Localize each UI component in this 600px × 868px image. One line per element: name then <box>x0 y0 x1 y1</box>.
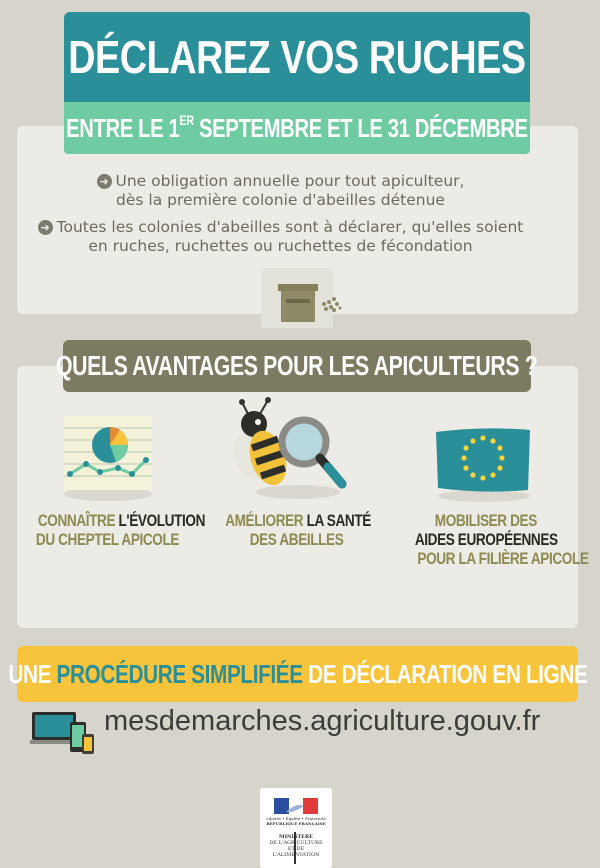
french-flag-icon <box>274 798 318 814</box>
procedure-text: UNE PROCÉDURE SIMPLIFIÉE DE DÉCLARATION EN LIGNE <box>7 658 588 689</box>
arrow-right-icon: ➜ <box>38 220 53 235</box>
bee-magnifier-icon <box>228 394 354 502</box>
bullet-obligation: ➜ Une obligation annuelle pour tout apiculteur, dès la première colonie d'abeilles détenue <box>0 172 561 210</box>
period-subtitle: ENTRE LE 1ER SEPTEMBRE ET LE 31 DÉCEMBRE <box>66 112 528 143</box>
beehive-icon <box>276 282 346 324</box>
advantages-heading-banner <box>56 340 538 392</box>
title-banner <box>64 12 530 102</box>
chart-illustration-icon <box>60 412 156 504</box>
page-title: DÉCLAREZ VOS RUCHES <box>68 31 526 83</box>
advantage-health: AMÉLIORER LA SANTÉ DES ABEILLES <box>225 511 371 549</box>
advantages-heading: QUELS AVANTAGES POUR LES APICULTEURS ? <box>56 350 538 381</box>
website-link[interactable]: mesdemarches.agriculture.gouv.fr <box>104 705 541 737</box>
devices-icon <box>30 710 96 756</box>
bullet-colonies: ➜ Toutes les colonies d'abeilles sont à déclarer, qu'elles soient en ruches, ruchettes ou ruchettes de fécondation <box>0 218 561 256</box>
ministry-logo: Liberté • Égalité • Fraternité RÉPUBLIQUE FRANÇAISE MINISTÈRE DE L'AGRICULTURE ET DE L'ALIMENTATION <box>260 788 332 868</box>
advantage-eu-aid: MOBILISER DES AIDES EUROPÉENNES POUR LA FILIÈRE APICOLE <box>414 511 589 568</box>
procedure-banner <box>7 646 588 702</box>
subtitle-banner <box>64 102 530 154</box>
arrow-right-icon: ➜ <box>97 174 112 189</box>
advantage-evolution: CONNAÎTRE L'ÉVOLUTION DU CHEPTEL APICOLE <box>35 511 206 549</box>
eu-flag-icon <box>432 424 536 504</box>
